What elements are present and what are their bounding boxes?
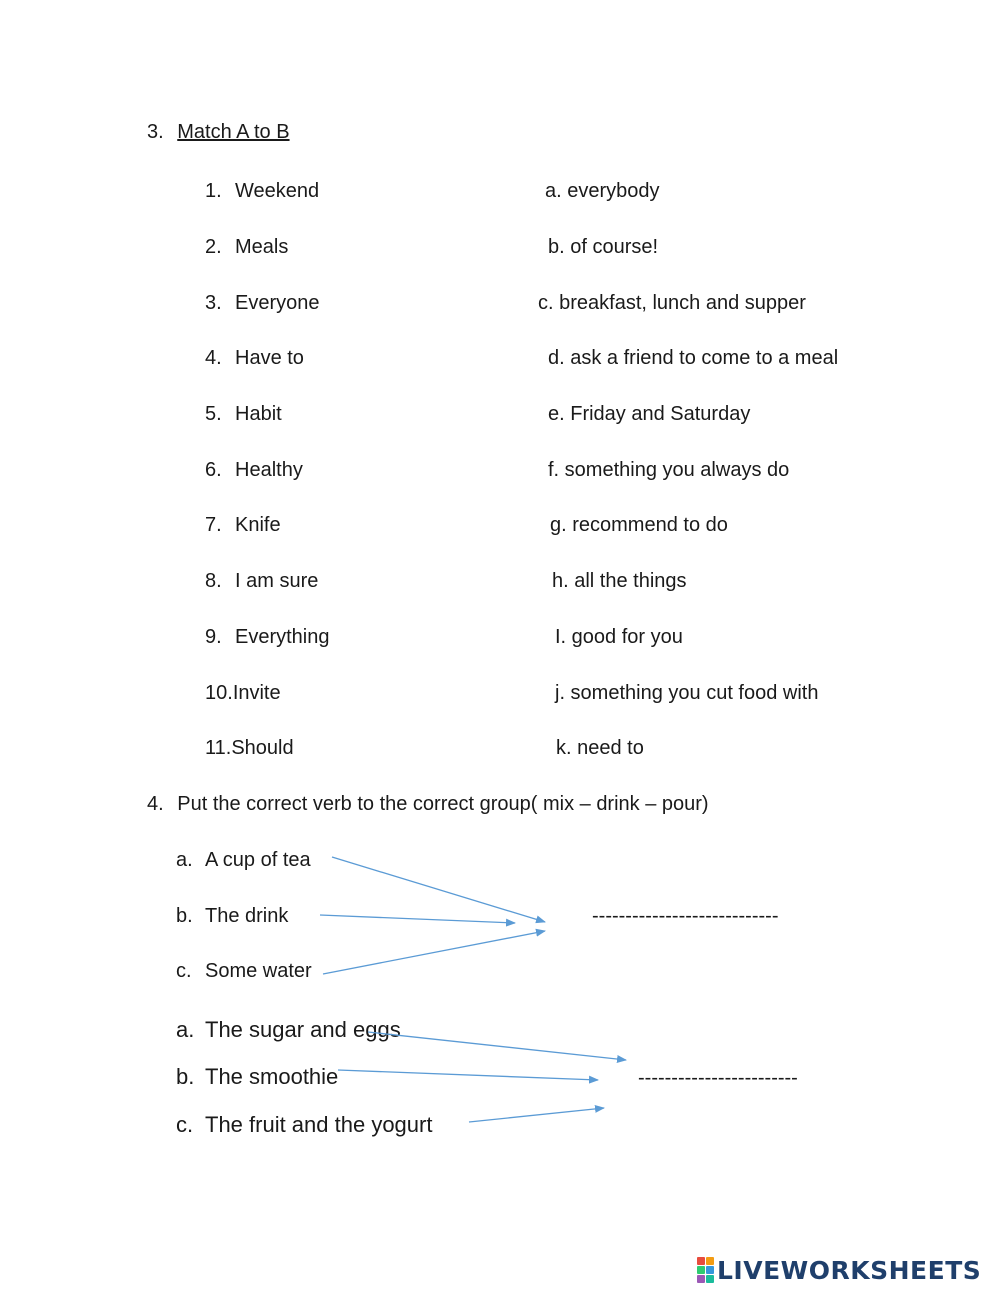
group-item: b. The drink bbox=[176, 905, 289, 927]
logo-text: LIVEWORKSHEETS bbox=[717, 1255, 982, 1285]
list-item: I. good for you bbox=[555, 626, 683, 648]
logo-icon bbox=[697, 1257, 714, 1283]
list-item: 6. Healthy bbox=[205, 459, 303, 481]
list-item: 2. Meals bbox=[205, 236, 289, 258]
section-number: 3. bbox=[147, 121, 164, 143]
list-item: 9. Everything bbox=[205, 626, 330, 648]
list-item: 5. Habit bbox=[205, 403, 282, 425]
arrow bbox=[338, 1070, 598, 1080]
list-item: g. recommend to do bbox=[550, 514, 728, 536]
group-item: b. The smoothie bbox=[176, 1064, 339, 1089]
list-item: 11.Should bbox=[205, 737, 294, 759]
list-item: 8. I am sure bbox=[205, 570, 319, 592]
list-item: j. something you cut food with bbox=[555, 682, 819, 704]
list-item: d. ask a friend to come to a meal bbox=[548, 347, 839, 369]
group-item: a. The sugar and eggs bbox=[176, 1017, 401, 1042]
list-item: k. need to bbox=[556, 737, 644, 759]
liveworksheets-logo bbox=[697, 1255, 981, 1285]
list-item: a. everybody bbox=[545, 180, 660, 202]
list-item: 4. Have to bbox=[205, 347, 304, 369]
list-item: h. all the things bbox=[552, 570, 687, 592]
answer-blank[interactable]: ---------------------------- bbox=[592, 905, 779, 927]
group-item: c. Some water bbox=[176, 960, 312, 982]
list-item: f. something you always do bbox=[548, 459, 790, 481]
list-item: e. Friday and Saturday bbox=[548, 403, 751, 425]
section-title: Put the correct verb to the correct group( mix – drink – pour) bbox=[177, 793, 709, 815]
section-title: Match A to B bbox=[177, 121, 290, 143]
group-item: c. The fruit and the yogurt bbox=[176, 1112, 433, 1137]
list-item: b. of course! bbox=[548, 236, 659, 258]
section-number: 4. bbox=[147, 793, 164, 815]
arrow bbox=[469, 1108, 604, 1122]
list-item: 1. Weekend bbox=[205, 180, 320, 202]
group-item: a. A cup of tea bbox=[176, 849, 311, 871]
list-item: 10.Invite bbox=[205, 682, 281, 704]
answer-blank[interactable]: ------------------------ bbox=[638, 1067, 798, 1089]
arrow bbox=[320, 915, 515, 923]
list-item: 3. Everyone bbox=[205, 292, 320, 314]
arrow bbox=[323, 931, 545, 974]
list-item: 7. Knife bbox=[205, 514, 281, 536]
arrow bbox=[368, 1032, 626, 1060]
list-item: c. breakfast, lunch and supper bbox=[538, 292, 806, 314]
arrow bbox=[332, 857, 545, 922]
